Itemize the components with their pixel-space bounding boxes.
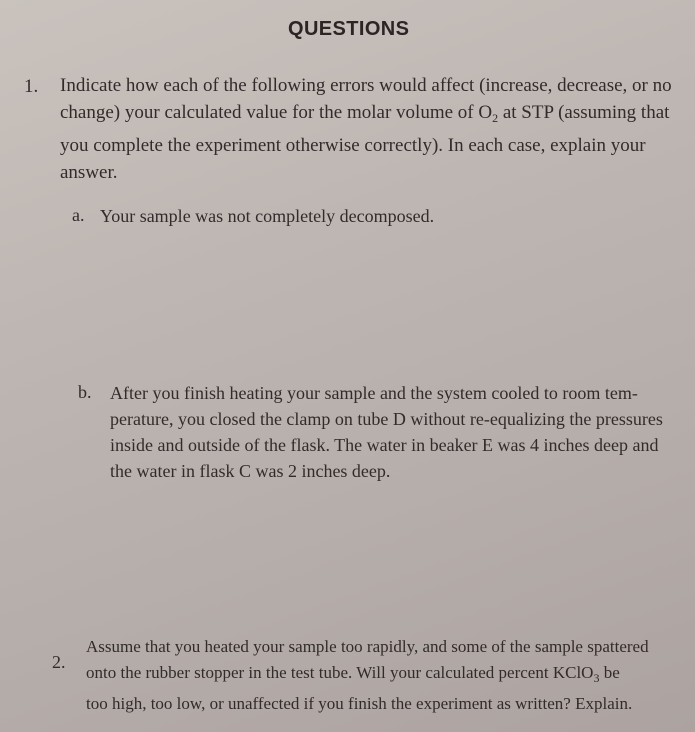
part-b-line-2: perature, you closed the clamp on tube D without re-equalizing the pressures (110, 409, 663, 429)
part-b-line-1: After you finish heating your sample and the system cooled to room tem- (110, 383, 638, 403)
question-2-text (86, 634, 661, 717)
part-b-label: b. (78, 382, 92, 402)
question-1-line-1: Indicate how each of the following errors would affect (increase, decrease, or no (60, 75, 672, 96)
question-1-text (60, 72, 680, 186)
question-2-number: 2. (52, 652, 66, 672)
question-2-line-1: Assume that you heated your sample too rapidly, and some of the sample spattered (86, 637, 649, 656)
question-1-line-2-text: change) your calculated value for the molar volume of O (60, 102, 493, 123)
question-1-line-3: you complete the experiment otherwise correctly). In each case, explain your (60, 135, 646, 156)
question-2-line-2-text: onto the rubber stopper in the test tube. Will your calculated percent KClO (86, 663, 594, 682)
part-a-line-1: Your sample was not completely decomposed. (100, 206, 435, 226)
question-1-number: 1. (24, 76, 39, 97)
page-heading: QUESTIONS (288, 18, 410, 40)
question-1-line-2 (60, 99, 680, 132)
oxygen-subscript: 2 (492, 111, 499, 125)
question-2-line-3: too high, too low, or unaffected if you finish the experiment as written? Explain. (86, 694, 633, 713)
question-2-line-2 (86, 660, 661, 691)
question-1-line-4: answer. (60, 162, 118, 183)
question-2-line-2-tail: be (599, 663, 620, 682)
part-b-text (110, 380, 670, 484)
part-b-line-4: the water in flask C was 2 inches deep. (110, 461, 391, 481)
part-a-label: a. (72, 205, 85, 225)
part-b-line-3: inside and outside of the flask. The water in beaker E was 4 inches deep and (110, 435, 659, 455)
chlorate-subscript: 3 (593, 671, 600, 685)
question-1-line-2-tail: at STP (assuming that (498, 102, 670, 123)
part-a-text (100, 203, 660, 229)
